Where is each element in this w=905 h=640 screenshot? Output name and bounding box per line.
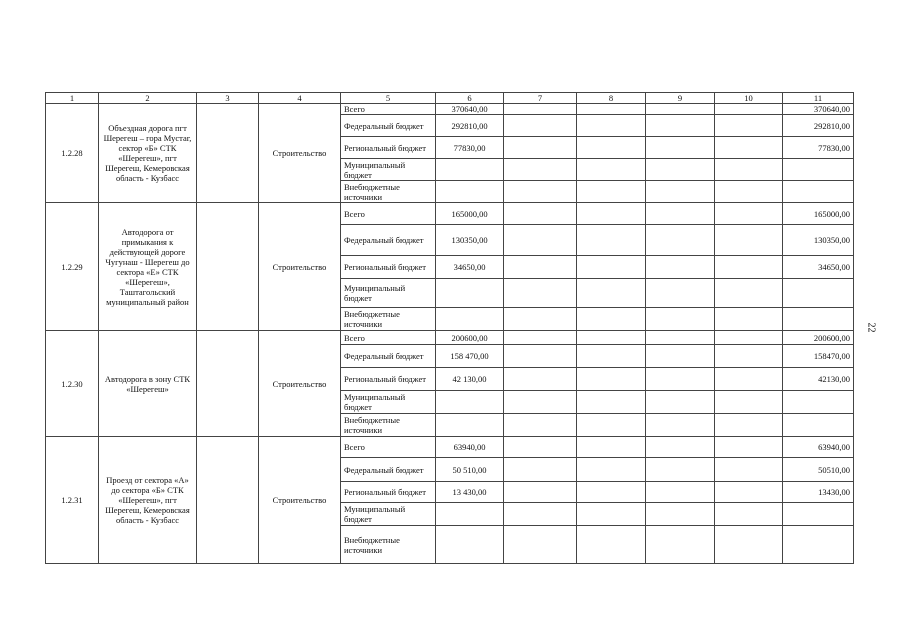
total-cell: 158470,00 — [783, 345, 854, 368]
table-row — [46, 104, 854, 115]
col-header: 9 — [646, 93, 715, 104]
budget-table — [45, 92, 854, 564]
total-cell — [783, 526, 854, 564]
funding-source: Региональный бюджет — [341, 368, 436, 391]
value-cell: 50 510,00 — [436, 458, 504, 482]
value-cell — [436, 181, 504, 203]
funding-source: Муниципальный бюджет — [341, 159, 436, 181]
empty-cell — [197, 104, 259, 203]
table-row — [46, 331, 854, 345]
funding-source: Региональный бюджет — [341, 256, 436, 279]
value-cell: 13 430,00 — [436, 482, 504, 503]
col-header: 2 — [99, 93, 197, 104]
funding-source: Всего — [341, 104, 436, 115]
table-row — [46, 203, 854, 225]
col-header: 1 — [46, 93, 99, 104]
column-numbers-row — [46, 93, 854, 104]
total-cell: 13430,00 — [783, 482, 854, 503]
value-cell: 165000,00 — [436, 203, 504, 225]
col-header: 10 — [715, 93, 783, 104]
funding-source: Федеральный бюджет — [341, 115, 436, 137]
funding-source: Внебюджетные источники — [341, 414, 436, 437]
total-cell: 63940,00 — [783, 437, 854, 458]
value-cell — [436, 159, 504, 181]
table-row — [46, 437, 854, 458]
funding-source: Внебюджетные источники — [341, 308, 436, 331]
funding-source: Региональный бюджет — [341, 482, 436, 503]
value-cell: 158 470,00 — [436, 345, 504, 368]
col-header: 8 — [577, 93, 646, 104]
object-name: Автодорога от примыкания к действующей дороге Чугунаш - Шерегеш до сектора «Е» СТК «Шерегеш», Таштагольский муниципальный район — [99, 203, 197, 331]
funding-source: Внебюджетные источники — [341, 181, 436, 203]
object-name: Проезд от сектора «А» до сектора «Б» СТК «Шерегеш», пгт Шерегеш, Кемеровская область - Кузбасс — [99, 437, 197, 564]
total-cell: 370640,00 — [783, 104, 854, 115]
funding-source: Всего — [341, 437, 436, 458]
funding-source: Муниципальный бюджет — [341, 279, 436, 308]
empty-cell — [197, 331, 259, 437]
works-type: Строительство — [259, 437, 341, 564]
total-cell — [783, 279, 854, 308]
total-cell — [783, 414, 854, 437]
col-header: 11 — [783, 93, 854, 104]
total-cell: 165000,00 — [783, 203, 854, 225]
total-cell — [783, 308, 854, 331]
total-cell: 34650,00 — [783, 256, 854, 279]
item-number: 1.2.28 — [46, 104, 99, 203]
total-cell: 130350,00 — [783, 225, 854, 256]
total-cell — [783, 391, 854, 414]
item-number: 1.2.30 — [46, 331, 99, 437]
funding-source: Всего — [341, 331, 436, 345]
value-cell: 63940,00 — [436, 437, 504, 458]
works-type: Строительство — [259, 203, 341, 331]
funding-source: Всего — [341, 203, 436, 225]
funding-source: Региональный бюджет — [341, 137, 436, 159]
empty-cell — [197, 203, 259, 331]
total-cell: 200600,00 — [783, 331, 854, 345]
works-type: Строительство — [259, 331, 341, 437]
total-cell — [783, 503, 854, 526]
total-cell: 42130,00 — [783, 368, 854, 391]
item-number: 1.2.31 — [46, 437, 99, 564]
object-name: Объездная дорога пгт Шерегеш – гора Мустаг, сектор «Б» СТК «Шерегеш», пгт Шерегеш, Кемеровская область - Кузбасс — [99, 104, 197, 203]
funding-source: Муниципальный бюджет — [341, 503, 436, 526]
col-header: 3 — [197, 93, 259, 104]
works-type: Строительство — [259, 104, 341, 203]
value-cell: 77830,00 — [436, 137, 504, 159]
funding-source: Федеральный бюджет — [341, 225, 436, 256]
total-cell — [783, 181, 854, 203]
funding-source: Внебюджетные источники — [341, 526, 436, 564]
funding-source: Федеральный бюджет — [341, 458, 436, 482]
value-cell — [436, 526, 504, 564]
value-cell: 34650,00 — [436, 256, 504, 279]
total-cell: 50510,00 — [783, 458, 854, 482]
object-name: Автодорога в зону СТК «Шерегеш» — [99, 331, 197, 437]
value-cell: 130350,00 — [436, 225, 504, 256]
item-number: 1.2.29 — [46, 203, 99, 331]
col-header: 5 — [341, 93, 436, 104]
empty-cell — [197, 437, 259, 564]
col-header: 6 — [436, 93, 504, 104]
funding-source: Муниципальный бюджет — [341, 391, 436, 414]
value-cell — [436, 391, 504, 414]
value-cell: 42 130,00 — [436, 368, 504, 391]
col-header: 7 — [504, 93, 577, 104]
value-cell: 292810,00 — [436, 115, 504, 137]
col-header: 4 — [259, 93, 341, 104]
value-cell — [436, 503, 504, 526]
total-cell: 292810,00 — [783, 115, 854, 137]
value-cell — [436, 414, 504, 437]
page-number: 22 — [865, 322, 877, 333]
total-cell — [783, 159, 854, 181]
funding-source: Федеральный бюджет — [341, 345, 436, 368]
value-cell: 370640,00 — [436, 104, 504, 115]
value-cell: 200600,00 — [436, 331, 504, 345]
total-cell: 77830,00 — [783, 137, 854, 159]
value-cell — [436, 279, 504, 308]
value-cell — [436, 308, 504, 331]
